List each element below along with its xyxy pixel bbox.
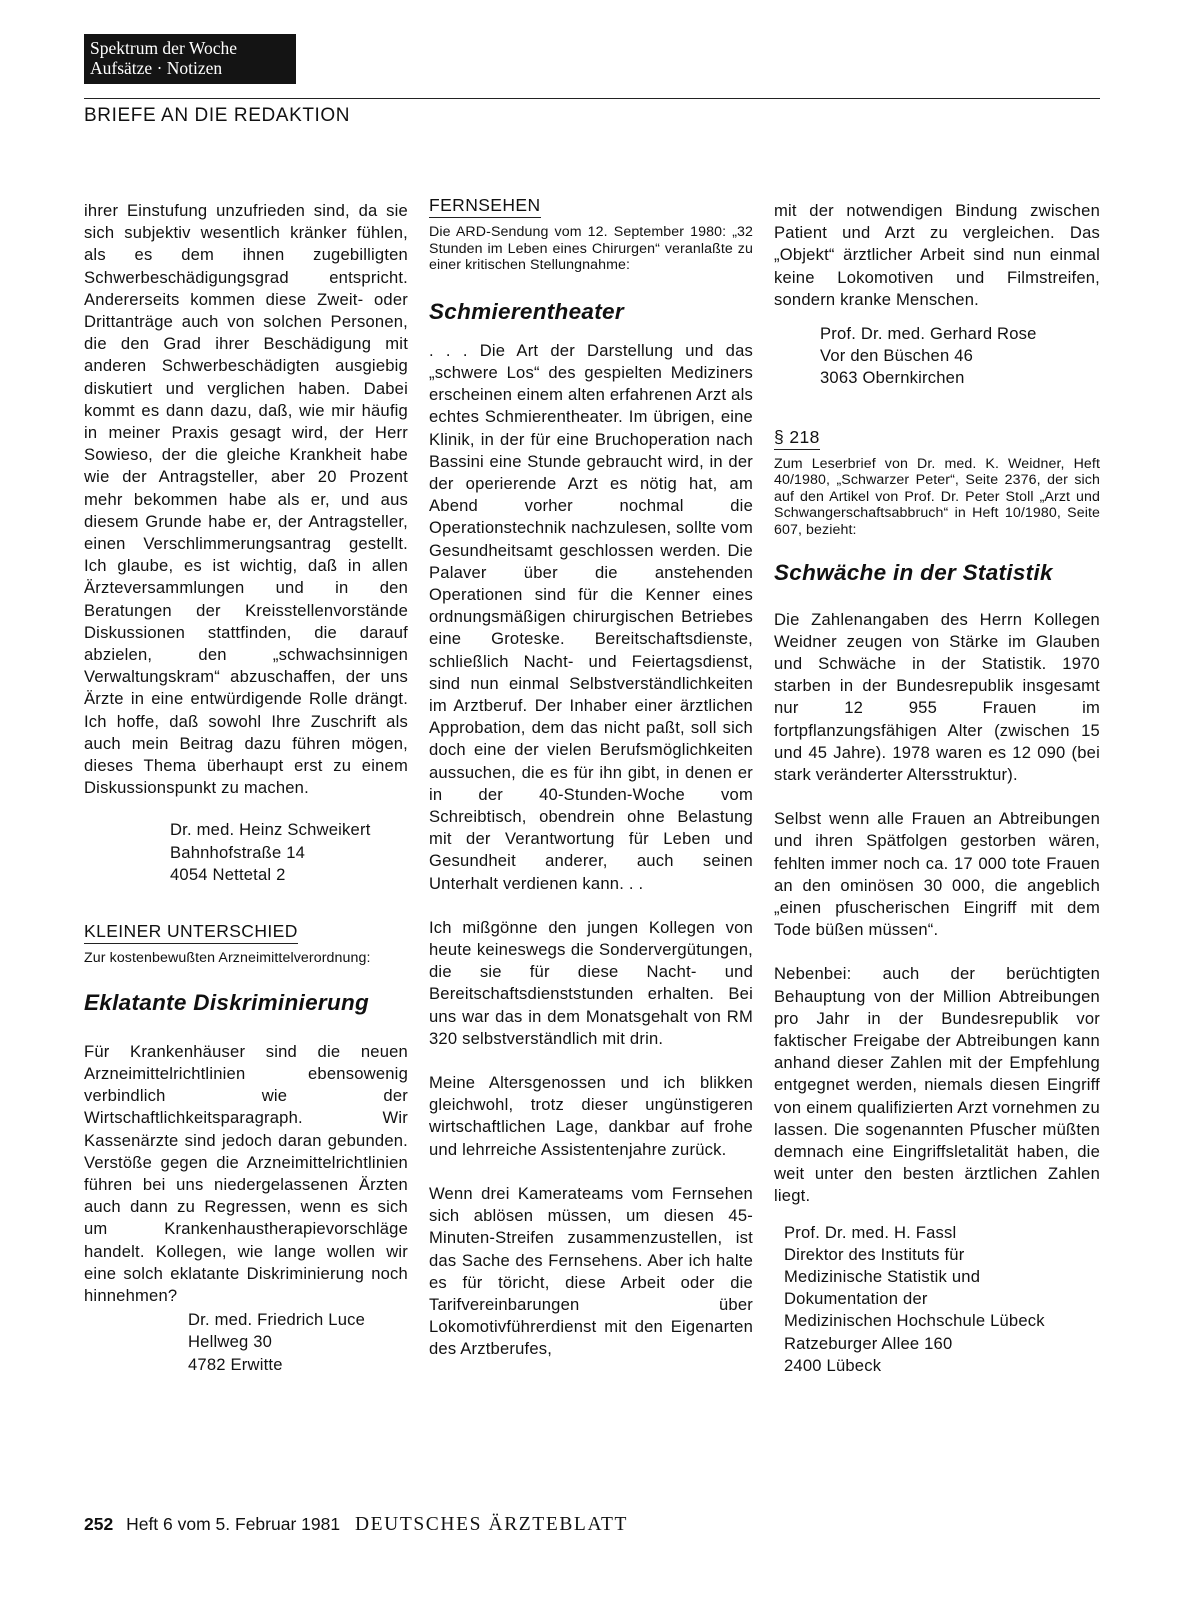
letter-title: Eklatante Diskriminierung — [84, 989, 370, 1015]
section-label-line2: Aufsätze · Notizen — [90, 58, 223, 78]
signature-line: Ratzeburger Allee 160 — [784, 1333, 953, 1353]
section-label-box — [84, 34, 296, 84]
letter-4-paragraph: Selbst wenn alle Frauen an Abtreibungen und ihren Spätfolgen gestorben wären, fehlten immer noch ca. 17 000 tote Frauen an den ominösen 30 000, die angeblich „einen pfuscherischen Eingriff mit dem Tode büßen müssen“. — [774, 809, 1100, 940]
rubric-title: BRIEFE AN DIE REDAKTION — [84, 105, 351, 126]
section-label-line1: Spektrum der Woche — [90, 38, 237, 58]
section-heading-kleiner-unterschied: KLEINER UNTERSCHIED — [84, 920, 298, 944]
signature-line: 3063 Obernkirchen — [820, 368, 965, 388]
signature-line: Dr. med. Heinz Schweikert — [170, 820, 371, 840]
signature-line: Bahnhofstraße 14 — [170, 842, 306, 862]
signature-line: Direktor des Instituts für — [784, 1244, 965, 1264]
letter-4-paragraph: Die Zahlenangaben des Herrn Kollegen Weidner zeugen von Stärke im Glauben und Schwäche in der Statistik. 1970 starben in der Bundesrepublik insgesamt nur 12 955 Frauen im fortpflanzungsfähigen Alter (zwischen 15 und 45 Jahre). 1978 waren es 12 090 (bei stark veränderter Altersstruktur). — [774, 609, 1100, 785]
letter-3-paragraph: Wenn drei Kamerateams vom Fernsehen sich ablösen müssen, um diesen 45-Minuten-Streifen zusammenzustellen, ist das Sache des Fernsehens. Aber ich halte es für töricht, diese Arbeit oder die Tarifvereinbarungen über Lokomotivführerdienst mit den Eigenarten des Arztberufes, — [429, 1183, 753, 1359]
letter-3-continuation: mit der notwendigen Bindung zwischen Patient und Arzt zu vergleichen. Das „Objekt“ ärztlicher Arbeit sind nun einmal keine Lokomotiven und Filmstreifen, sondern kranke Menschen. — [774, 201, 1100, 309]
letter-3-paragraph: Meine Altersgenossen und ich blikken gleichwohl, trotz dieser ungünstigeren wirtschaftlichen Lage, dankbar auf frohe und lehrreiche Assistentenjahre zurück. — [429, 1073, 753, 1159]
letter-3-paragraph: Ich mißgönne den jungen Kollegen von heute keineswegs die Sondervergütungen, die sie für diese Nacht- und Bereitschaftsdienststunden erhalten. Bei uns war das in dem Monatsgehalt von RM 320 selbstverständlich mit drin. — [429, 917, 753, 1048]
section-intro: Zur kostenbewußten Arzneimittelverordnung: — [84, 950, 371, 967]
page-footer — [84, 1514, 1100, 1542]
section-heading-paragraph-218: § 218 — [774, 426, 820, 450]
signature-line: Medizinischen Hochschule Lübeck — [784, 1311, 1045, 1331]
page-number: 252 — [84, 1514, 114, 1534]
signature-line: 2400 Lübeck — [784, 1355, 882, 1375]
signature-line: Vor den Büschen 46 — [820, 346, 974, 366]
letter-title: Schwäche in der Statistik — [774, 559, 1053, 585]
signature-line: Prof. Dr. med. H. Fassl — [784, 1222, 957, 1242]
letter-1-text: ihrer Einstufung unzufrieden sind, da sie sich subjektiv wesentlich kränker fühlen, als es dem ihnen zugebilligten Schwerbeschädigungsgrad entspricht. Andererseits kommen diese Zweit- oder Drittanträge auch von solchen Personen, die den Grad ihrer Beschädigung mit anderen Schwerbeschädigten ausgiebig diskutiert und verglichen haben. Dabei kommt es dann dazu, daß, wie mir häufig in meiner Praxis gesagt wird, der Herr Sowieso, der die gleiche Krankheit habe wie der Antragsteller, aber 20 Prozent mehr bekommen habe als er, und aus diesem Grunde habe er, der Antragsteller, einen Verschlimmerungsantrag gestellt. Ich glaube, es ist wichtig, daß in allen Ärzteversammlungen und in den Beratungen der Kreisstellenvorstände Diskussionen stattfinden, die darauf abzielen, den „schwachsinnigen Verwaltungskram“ abzuschaffen, der uns Ärzte in eine entwürdigende Rolle drängt. Ich hoffe, daß sowohl Ihre Zuschrift als auch mein Beitrag dazu führen mögen, dieses Thema überhaupt erst zu einem Diskussionspunkt zu machen. — [84, 201, 408, 798]
signature-line: Medizinische Statistik und — [784, 1267, 981, 1287]
signature-line: Dr. med. Friedrich Luce — [188, 1310, 366, 1330]
signature-line: Dokumentation der — [784, 1289, 928, 1309]
letter-3-signature — [820, 323, 1100, 390]
section-heading-fernsehen: FERNSEHEN — [429, 194, 541, 218]
column-2 — [429, 195, 753, 1361]
column-3 — [774, 200, 1100, 1377]
issue-info: Heft 6 vom 5. Februar 1981 — [126, 1514, 341, 1534]
section-intro: Die ARD-Sendung vom 12. September 1980: „32 Stunden im Leben eines Chirurgen“ veranlaßte zu einer kritischen Stellungnahme: — [429, 224, 753, 274]
letter-title: Schmierentheater — [429, 298, 624, 324]
letter-2-text: Für Krankenhäuser sind die neuen Arzneimittelrichtlinien ebensowenig verbindlich wie der Wirtschaftlichkeitsparagraph. Wir Kassenärzte sind jedoch daran gebunden. Verstöße gegen die Arzneimittelrichtlinien führen bei uns niedergelassenen Ärzten auch dann zu Regressen, wenn es sich um Krankenhaustherapievorschläge handelt. Kollegen, wie lange wollen wir eine solch eklatante Diskriminierung noch hinnehmen? — [84, 1041, 408, 1305]
signature-line: Hellweg 30 — [188, 1332, 273, 1352]
signature-line: 4782 Erwitte — [188, 1354, 283, 1374]
letter-3-paragraph: . . . Die Art der Darstellung und das „schwere Los“ des gespielten Mediziners erscheinen einem alten erfahrenen Arzt als echtes Schmierentheater. Im übrigen, eine Klinik, in der für eine Bruchoperation nach Bassini eine Stunde gebraucht wird, in der der operierende Arzt es nötig hat, am Abend vorher nochmal die Operationstechnik nachzulesen, sollte vom Gesundheitsamt geschlossen werden. Die Palaver über die anstehenden Operationen sind für die Kenner eines ordnungsmäßigen chirurgischen Betriebes eine Groteske. Bereitschaftsdienste, schließlich Nacht- und Feiertagsdienst, sind nun einmal Selbstverständlichkeiten im Arztberuf. Der Inhaber einer ärztlichen Approbation, dem das nicht paßt, soll sich doch eine der vielen Berufsmöglichkeiten aussuchen, die es für ihn gibt, in denen er in der 40-Stunden-Woche vom Schreibtisch, obendrein ohne Belastung mit der Verantwortung für Leben und Gesundheit anderer, auch seinen Unterhalt verdienen kann. . . — [429, 340, 753, 893]
column-1 — [84, 200, 408, 1376]
header-rule — [84, 98, 1100, 99]
letter-4-paragraph: Nebenbei: auch der berüchtigten Behauptung von der Million Abtreibungen pro Jahr in der Bundesrepublik vor faktischer Freigabe der Abtreibungen kann anhand dieser Zahlen mit der Empfehlung entgegnet werden, niemals diesen Eingriff von einem qualifizierten Arzt vornehmen zu lassen. Die sogenannten Pfuscher müßten demnach eine Eingriffsletalität haben, die weit unter den besten ärztlichen Zahlen liegt. — [774, 964, 1100, 1206]
letter-4-signature — [784, 1222, 1100, 1377]
letter-1-signature — [170, 819, 408, 886]
signature-line: Prof. Dr. med. Gerhard Rose — [820, 324, 1037, 344]
signature-line: 4054 Nettetal 2 — [170, 864, 286, 884]
section-intro: Zum Leserbrief von Dr. med. K. Weidner, Heft 40/1980, „Schwarzer Peter“, Seite 2376, der sich auf den Artikel von Prof. Dr. Peter Stoll „Arzt und Schwangerschaftsabbruch“ in Heft 10/1980, Seite 607, bezieht: — [774, 455, 1100, 538]
letter-2-signature — [188, 1309, 408, 1376]
journal-name: DEUTSCHES ÄRZTEBLATT — [354, 1514, 628, 1535]
